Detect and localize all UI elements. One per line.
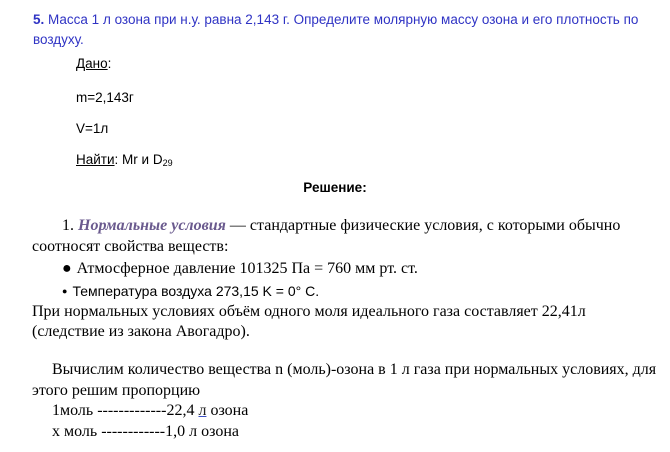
solution-title: Решение: [303, 180, 367, 195]
proportion-row1 [52, 402, 248, 420]
proportion-row1-unit: л [198, 402, 207, 419]
paragraph1-line1 [62, 216, 620, 236]
task-number: 5. [33, 12, 45, 27]
bullet-pressure-text: Атмосферное давление 101325 Па = 760 мм рт. ст. [76, 260, 418, 277]
given-heading [76, 56, 111, 71]
paragraph3-line1: Вычислим количество вещества n (моль)-озона в 1 л газа при нормальных условиях, для [52, 361, 657, 378]
paragraph2-line2: (следствие из закона Авогадро). [32, 323, 250, 340]
find-subscript: 29 [162, 158, 173, 168]
paragraph3-line2: этого решим пропорцию [32, 382, 201, 399]
given-colon: : [107, 56, 112, 71]
bullet-dot-icon: ● [62, 286, 68, 296]
bullet-dot-icon: ● [62, 260, 72, 277]
bullet-temperature [62, 283, 319, 299]
paragraph1-line2: соотносят свойства веществ: [32, 238, 229, 255]
find-label: Найти [76, 152, 115, 167]
proportion-row1-left: 1моль -------------22,4 [52, 402, 199, 419]
proportion-row1-right: озона [206, 402, 249, 419]
paragraph1-number: 1. [62, 217, 74, 234]
proportion-row2: x моль ------------1,0 л озона [52, 423, 240, 440]
normal-conditions-term: Нормальные условия [78, 217, 226, 234]
paragraph1-rest: — стандартные физические условия, с которыми обычно [225, 217, 621, 234]
task-statement [33, 10, 663, 50]
given-volume: V=1л [76, 121, 109, 136]
bullet-pressure [62, 259, 418, 279]
paragraph2-line1: При нормальных условиях объём одного моля идеального газа составляет 22,41л [32, 303, 586, 320]
given-label: Дано [76, 56, 108, 71]
find-text: : Mr и D [114, 152, 163, 167]
find-line [76, 152, 173, 168]
bullet-temperature-text: Температура воздуха 273,15 K = 0° C. [72, 283, 320, 299]
given-mass: m=2,143г [76, 90, 134, 105]
task-text: Масса 1 л озона при н.у. равна 2,143 г. Определите молярную массу озона и его плотность по воздуху. [33, 12, 639, 47]
